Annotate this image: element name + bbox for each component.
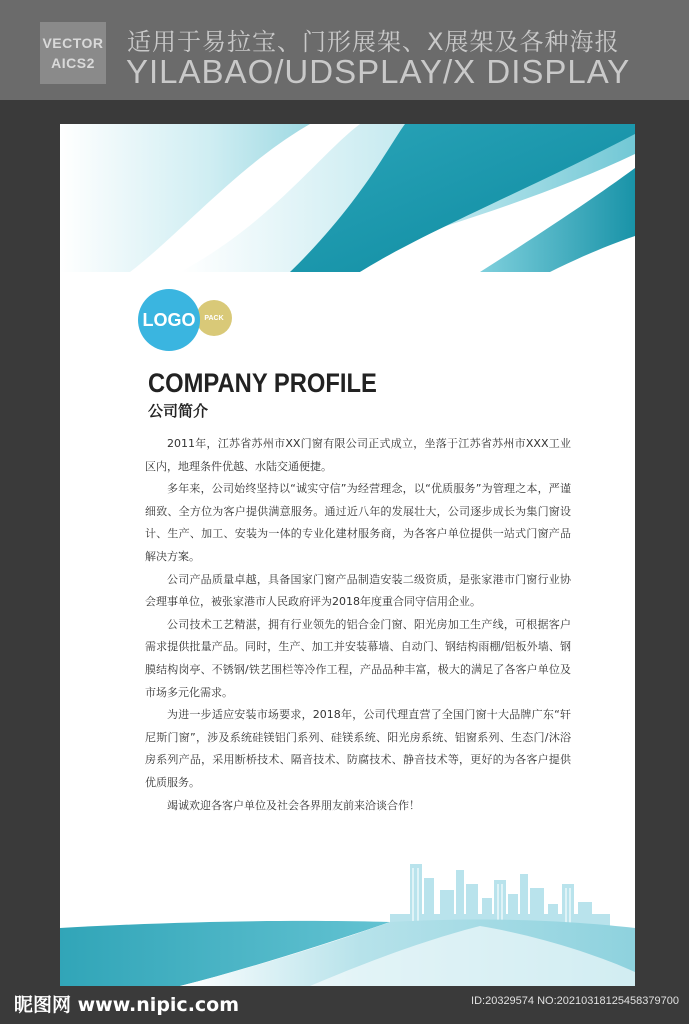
bottom-wave-graphic <box>60 916 635 986</box>
watermark-site: 昵图网 www.nipic.com <box>14 994 240 1016</box>
top-banner <box>0 0 689 100</box>
profile-title-en: COMPANY PROFILE <box>148 368 377 398</box>
profile-paragraph-1: 2011年，江苏省苏州市XX门窗有限公司正式成立，坐落于江苏省苏州市XXX工业区内，地理条件优越、水陆交通便捷。 <box>145 437 571 473</box>
banner-title-cn: 适用于易拉宝、门形展架、X展架及各种海报 <box>127 28 620 56</box>
profile-body <box>145 433 571 817</box>
vector-badge <box>40 22 106 84</box>
top-wave-graphic <box>60 124 635 274</box>
poster-page <box>60 124 635 986</box>
badge-line1: VECTOR <box>42 35 104 51</box>
banner-title-en: YILABAO/UDSPLAY/X DISPLAY <box>126 53 631 90</box>
profile-title-cn: 公司简介 <box>148 402 209 420</box>
badge-line2: AICS2 <box>51 55 95 71</box>
profile-paragraph-3: 公司产品质量卓越，具备国家门窗产品制造安装二级资质，是张家港市门窗行业协会理事单位，被张家港市人民政府评为2018年度重合同守信用企业。 <box>145 572 571 609</box>
logo-pack-badge: PACK <box>196 300 232 336</box>
watermark-id: ID:20329574 NO:20210318125458379700 <box>471 995 679 1007</box>
profile-paragraph-6: 竭诚欢迎各客户单位及社会各界朋友前来洽谈合作！ <box>167 798 420 812</box>
profile-paragraph-4: 公司技术工艺精湛，拥有行业领先的铝合金门窗、阳光房加工生产线，可根据客户需求提供批量产品。同时，生产、加工并安装幕墙、自动门、钢结构雨棚/铝板外墙、钢膜结构岗亭、不锈钢/铁艺围栏等冷作工程，产品品种丰富，极大的满足了各客户单位及市场多元化需求。 <box>145 617 571 699</box>
profile-paragraph-2: 多年来，公司始终坚持以“诚实守信”为经营理念，以“优质服务”为管理之本，严谨细致、全方位为客户提供满意服务。通过近八年的发展壮大，公司逐步成长为集门窗设计、生产、加工、安装为一体的专业化建材服务商，为各客户单位提供一站式门窗产品解决方案。 <box>145 482 571 563</box>
company-logo: LOGO <box>138 289 200 351</box>
profile-paragraph-5: 为进一步适应安装市场要求，2018年，公司代理直营了全国门窗十大品牌广东“轩尼斯门窗”，涉及系统硅镁铝门系列、硅镁系统、阳光房系统、铝窗系列、生态门/沐浴房系列产品，采用断桥技术、隔音技术、防腐技术、静音技术等，更好的为各客户提供优质服务。 <box>145 708 571 789</box>
